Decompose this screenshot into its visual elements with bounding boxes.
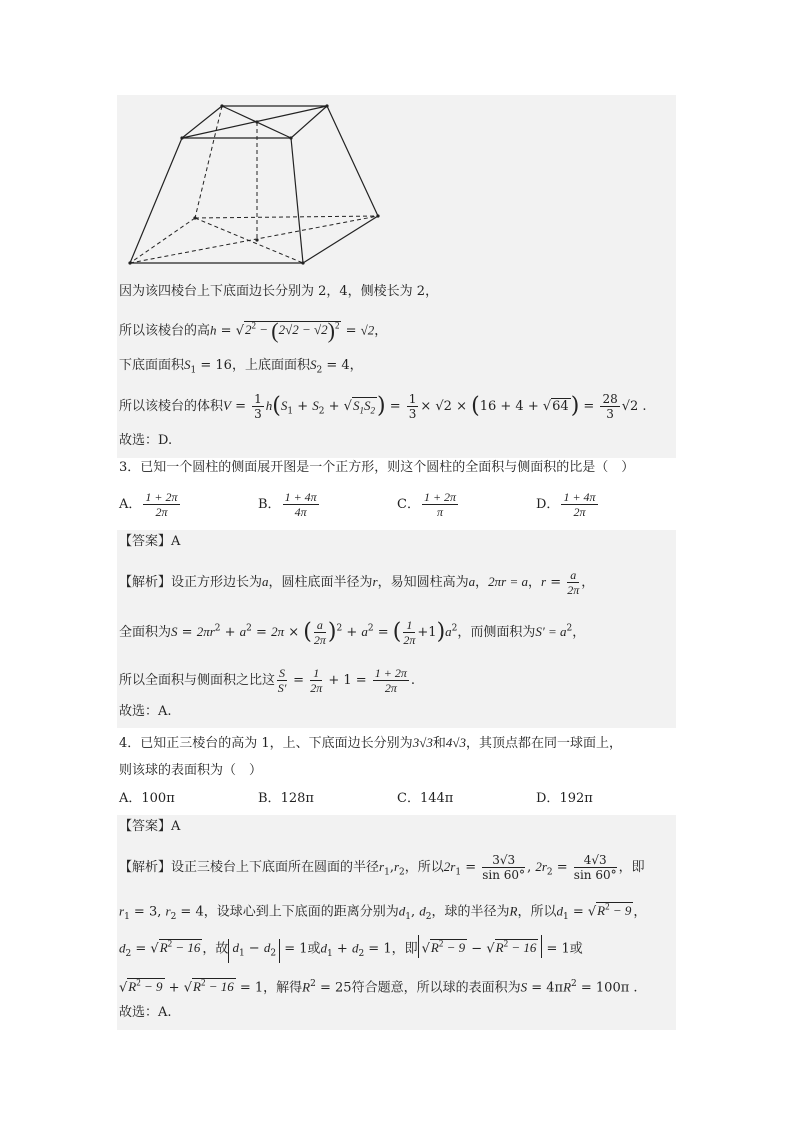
q3-analysis-line2: 全面积为$S = 2\pi r^2 + a^2 = 2\pi$ × ( $\frac{a}{2\pi}$ )$^2 + a^2$ = ( $\frac{1}{2\pi}$ $+1)a^2$，而侧面积为$S' = a^2$， (119, 618, 586, 647)
q4-analysis-line4: $√R^2 - 9 + √R^2 - 16 = 1$，解得$R^2 = 25$符合题意，所以球的表面积为$S = 4\pi R^2 = 100\pi$ . (119, 978, 638, 996)
q4-stem-line2: 则该球的表面积为（ ） (119, 763, 263, 778)
sol2-line5: 故选：D. (119, 433, 173, 448)
q4-option-d[interactable]: D．192π (536, 791, 593, 806)
q3-option-b[interactable]: B． $\frac{1 + 4\pi}{4\pi}$ (258, 490, 317, 519)
q3-answer: 【答案】A (119, 534, 181, 549)
q4-option-a[interactable]: A．100π (119, 791, 175, 806)
q3-analysis-line4: 故选：A. (119, 704, 172, 719)
q4-option-c[interactable]: C．144π (397, 791, 454, 806)
square-frustum-figure (120, 98, 395, 270)
sol2-line3: 下底面面积$S_1 = 16$，上底面面积$S_2 = 4$， (119, 357, 363, 376)
q3-analysis-line3: 所以全面积与侧面积之比这 $\frac{S}{S'}$ = $\frac{1}{2\pi}$ + 1 = $\frac{1 + 2\pi}{2\pi}$ . (119, 666, 416, 695)
q4-stem-line1: 4．已知正三棱台的高为 1，上、下底面边长分别为3√3和4√3，其顶点都在同一球面上， (119, 735, 622, 751)
q3-stem: 3．已知一个圆柱的侧面展开图是一个正方形，则这个圆柱的全面积与侧面积的比是（ ） (119, 460, 635, 475)
q3-option-d[interactable]: D． $\frac{1 + 4\pi}{2\pi}$ (536, 490, 596, 519)
q3-option-c[interactable]: C． $\frac{1 + 2\pi}{\pi}$ (397, 490, 457, 519)
sol2-line4: 所以该棱台的体积V = $\frac{1}{3}$ $h(S_1 + S_2 + √S_1S_2)$ = $\frac{1}{3}$ × √2 × (16 + 4 + √64) = $\frac{28}{3}$ √2 . (119, 392, 647, 421)
q4-answer: 【答案】A (119, 819, 181, 834)
sol2-line2: 所以该棱台的高$h = √2^2 - (2√2 - √2)^2 = √2$， (119, 318, 388, 344)
q3-option-a[interactable]: A． $\frac{1 + 2\pi}{2\pi}$ (119, 490, 178, 519)
q4-analysis-line5: 故选：A. (119, 1005, 172, 1020)
q4-option-b[interactable]: B．128π (258, 791, 314, 806)
q4-analysis-line3: $d_2 = √R^2 - 16$ ，故 $d_1 - d_2 = 1$或$d_1 + d_2 = 1$，即 $√R^2 - 9 - √R^2 - 16 = 1$或 (119, 935, 583, 963)
sol2-line1: 因为该四棱台上下底面边长分别为 2，4，侧棱长为 2， (119, 284, 439, 299)
q4-analysis-line2: $r_1 = 3$, $r_2 = 4$，设球心到上下底面的距离分别为$d_1$, $d_2$，球的半径为R，所以$d_1 = √R^2 - 9$ ， (119, 902, 647, 922)
q3-analysis-line1: 【解析】设正方形边长为a，圆柱底面半径为r，易知圆柱高为a，2πr = a，r = $\frac{a}{2\pi}$ ， (119, 568, 595, 597)
q4-analysis-line1: 【解析】设正三棱台上下底面所在圆面的半径$r_1,r_2$，所以$2r_1$ = $\frac{3√3}{\sin 60^\circ}$ , $2r_2$ = $\frac{4√3}{\sin 60^\circ}$ ，即 (119, 853, 645, 882)
